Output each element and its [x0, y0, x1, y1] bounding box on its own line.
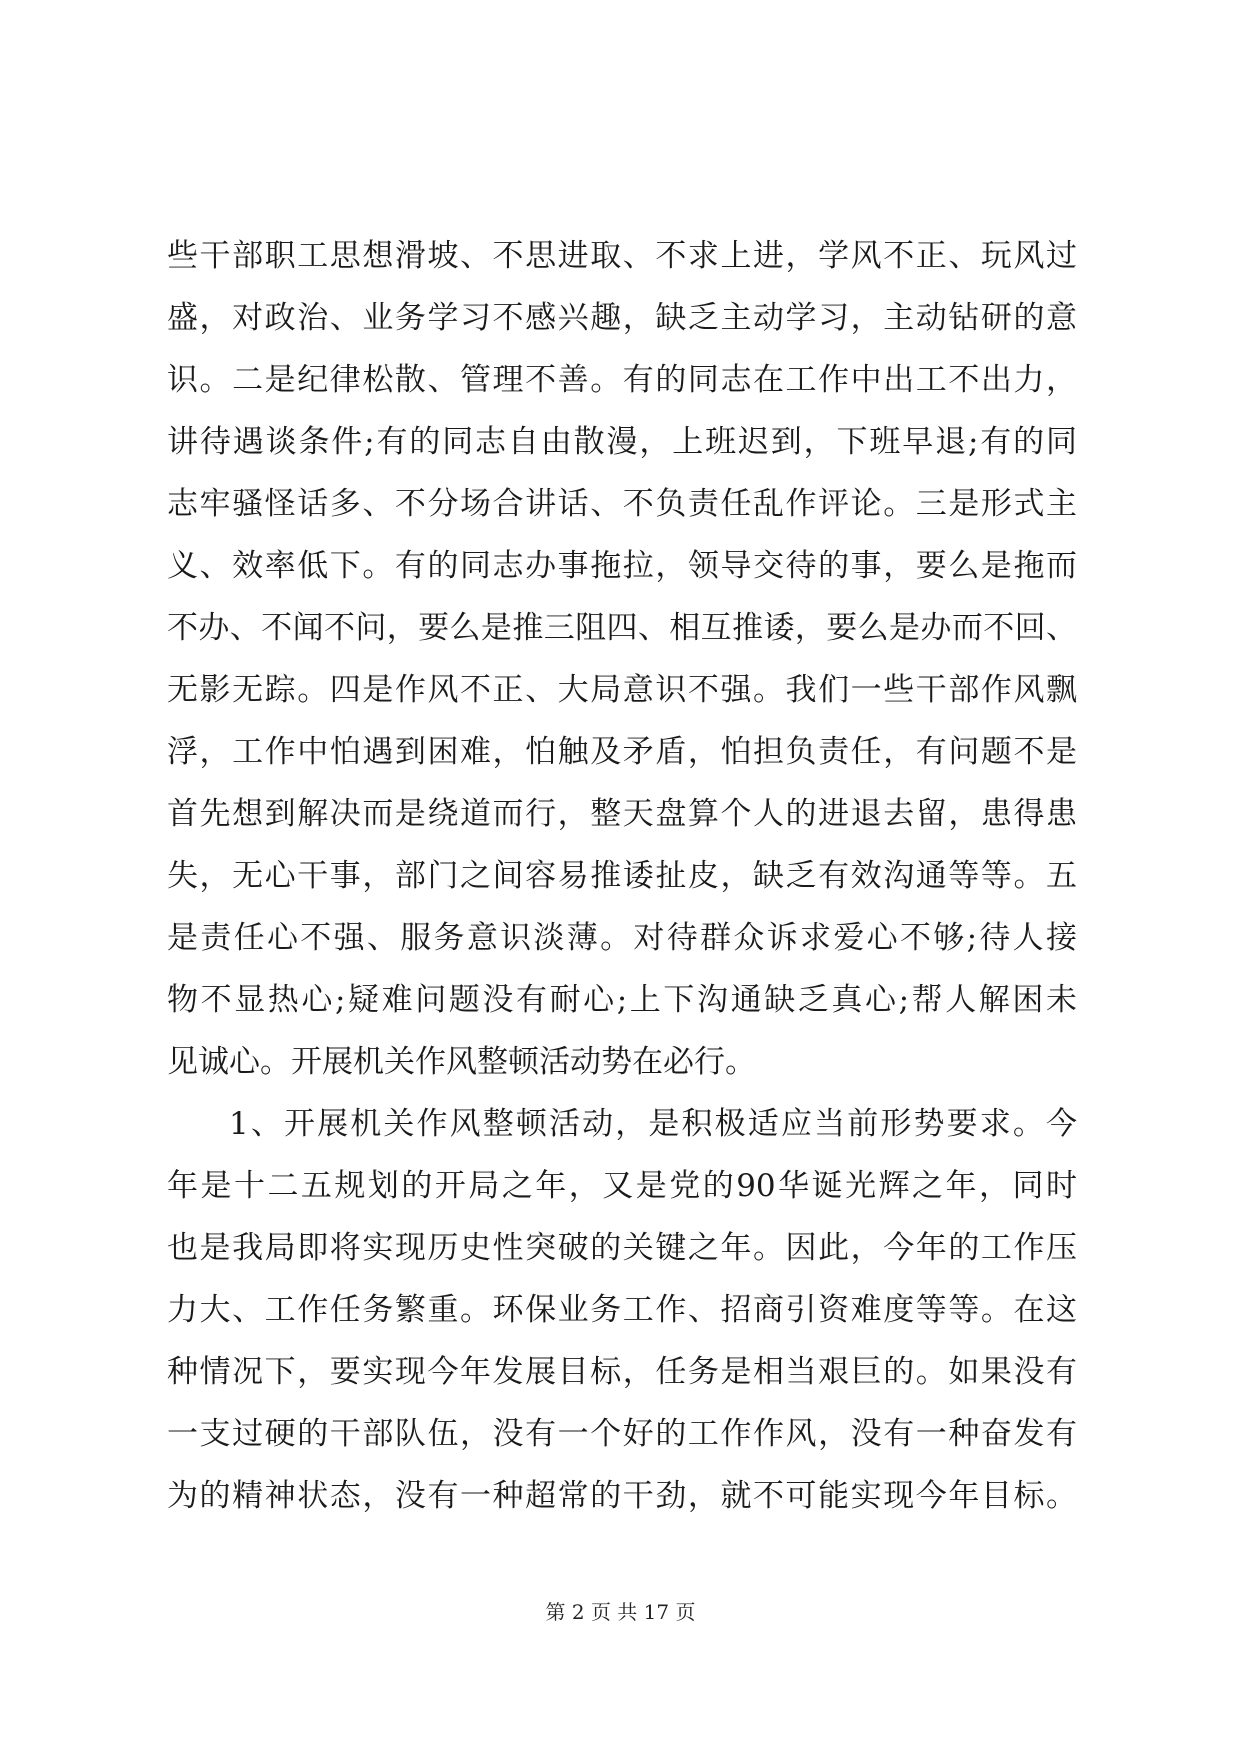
text-line: 年是十二五规划的开局之年，又是党的90华诞光辉之年，同时	[167, 1168, 1077, 1204]
text-line: 不办、不闻不问，要么是推三阻四、相互推诿，要么是办而不回、	[167, 610, 1077, 646]
text-line: 识。二是纪律松散、管理不善。有的同志在工作中出工不出力，	[167, 362, 1077, 398]
page-number-footer: 第 2 页 共 17 页	[545, 1600, 696, 1624]
text-line: 一支过硬的干部队伍，没有一个好的工作作风，没有一种奋发有	[167, 1416, 1077, 1452]
text-line: 是责任心不强、服务意识淡薄。对待群众诉求爱心不够;待人接	[167, 920, 1077, 956]
text-line: 志牢骚怪话多、不分场合讲话、不负责任乱作评论。三是形式主	[167, 486, 1077, 522]
text-line: 物不显热心;疑难问题没有耐心;上下沟通缺乏真心;帮人解困未	[167, 982, 1077, 1018]
text-line: 义、效率低下。有的同志办事拖拉，领导交待的事，要么是拖而	[167, 548, 1077, 584]
text-line: 些干部职工思想滑坡、不思进取、不求上进，学风不正、玩风过	[167, 238, 1077, 274]
text-line: 力大、工作任务繁重。环保业务工作、招商引资难度等等。在这	[167, 1292, 1077, 1328]
text-line: 盛，对政治、业务学习不感兴趣，缺乏主动学习，主动钻研的意	[167, 300, 1077, 336]
text-line: 也是我局即将实现历史性突破的关键之年。因此，今年的工作压	[167, 1230, 1077, 1266]
text-line: 1、开展机关作风整顿活动，是积极适应当前形势要求。今	[229, 1106, 1077, 1142]
text-line: 无影无踪。四是作风不正、大局意识不强。我们一些干部作风飘	[167, 672, 1077, 708]
text-line: 种情况下，要实现今年发展目标，任务是相当艰巨的。如果没有	[167, 1354, 1077, 1390]
text-line: 首先想到解决而是绕道而行，整天盘算个人的进退去留，患得患	[167, 796, 1077, 832]
text-line: 讲待遇谈条件;有的同志自由散漫，上班迟到，下班早退;有的同	[167, 424, 1077, 460]
text-line: 为的精神状态，没有一种超常的干劲，就不可能实现今年目标。	[167, 1478, 1077, 1514]
text-line: 浮，工作中怕遇到困难，怕触及矛盾，怕担负责任，有问题不是	[167, 734, 1077, 770]
text-line: 见诚心。开展机关作风整顿活动势在必行。	[167, 1044, 756, 1080]
text-line: 失，无心干事，部门之间容易推诿扯皮，缺乏有效沟通等等。五	[167, 858, 1077, 894]
